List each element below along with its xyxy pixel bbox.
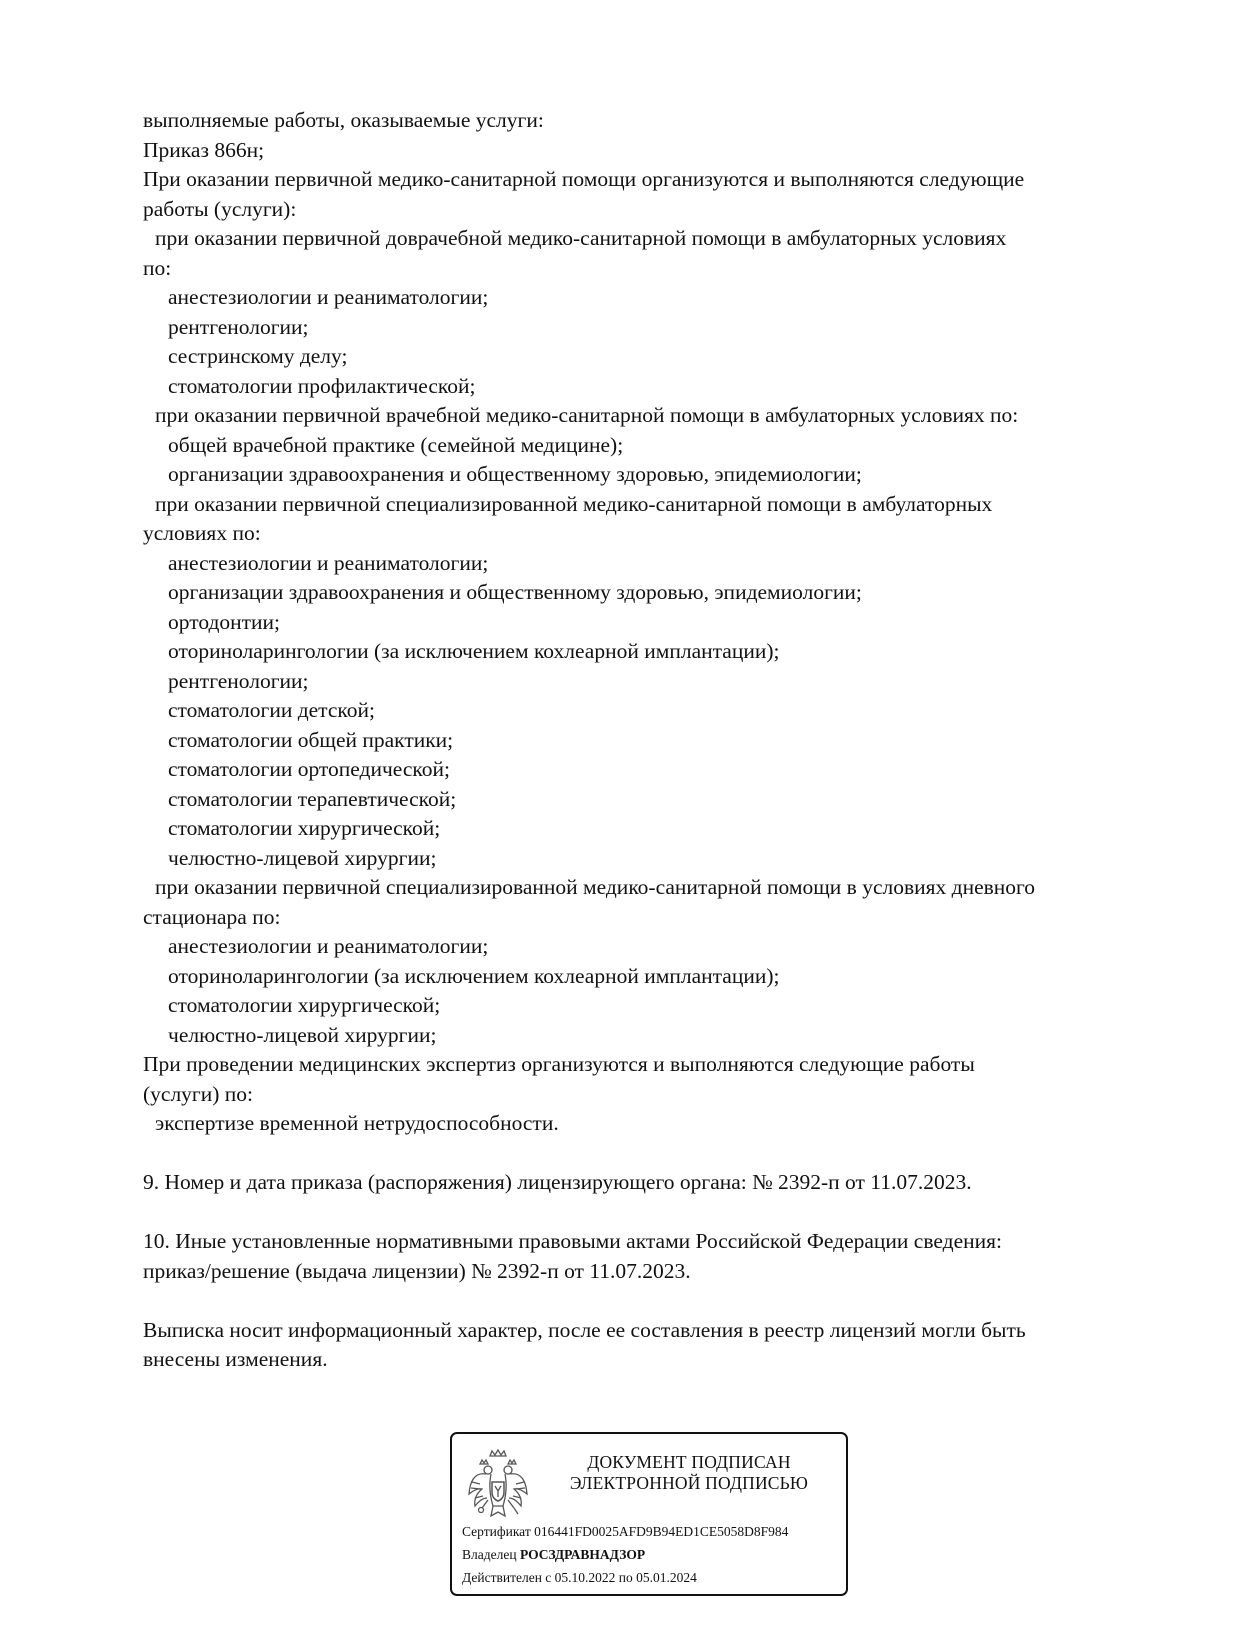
- text-line: при оказании первичной врачебной медико-санитарной помощи в амбулаторных условиях по:: [155, 403, 1019, 427]
- text-line: при оказании первичной специализированной медико-санитарной помощи в амбулаторных: [155, 491, 993, 516]
- text-line: условиях по:: [143, 521, 261, 545]
- list-item: стоматологии хирургической;: [168, 993, 441, 1017]
- list-item: организации здравоохранения и общественному здоровью, эпидемиологии;: [168, 580, 862, 604]
- text-line: Приказ 866н;: [143, 137, 265, 162]
- text-line: работы (услуги):: [143, 196, 297, 221]
- stamp-title-line: ЭЛЕКТРОННОЙ ПОДПИСЬЮ: [569, 1473, 809, 1493]
- section-10-continued: приказ/решение (выдача лицензии) № 2392-п от 11.07.2023.: [143, 1258, 691, 1283]
- spacer: [143, 1139, 1153, 1169]
- list-item: организации здравоохранения и общественному здоровью, эпидемиологии;: [168, 462, 862, 486]
- text-line: стационара по:: [143, 904, 281, 929]
- section-9: 9. Номер и дата приказа (распоряжения) лицензирующего органа: № 2392-п от 11.07.2023.: [143, 1170, 972, 1194]
- list-item: сестринскому делу;: [168, 344, 348, 368]
- stamp-title: [544, 1452, 834, 1494]
- text-line: При оказании первичной медико-санитарной помощи организуются и выполняются следующие: [143, 167, 1025, 191]
- list-item: челюстно-лицевой хирургии;: [168, 1022, 437, 1047]
- document-body: [143, 106, 1153, 1375]
- list-item: челюстно-лицевой хирургии;: [168, 845, 437, 870]
- list-item: стоматологии хирургической;: [168, 816, 441, 840]
- list-item: анестезиологии и реаниматологии;: [168, 285, 489, 309]
- list-item: экспертизе временной нетрудоспособности.: [155, 1111, 559, 1135]
- list-item: стоматологии детской;: [168, 698, 375, 722]
- text-line: (услуги) по:: [143, 1081, 254, 1106]
- text-line: при оказании первичной специализированной медико-санитарной помощи в условиях дневного: [155, 875, 1036, 899]
- list-item: рентгенологии;: [168, 668, 309, 693]
- spacer: [143, 1198, 1153, 1228]
- list-item: оториноларингологии (за исключением кохлеарной имплантации);: [168, 963, 780, 988]
- stamp-details: [462, 1520, 788, 1589]
- list-item: стоматологии ортопедической;: [168, 757, 451, 781]
- list-item: оториноларингологии (за исключением кохлеарной имплантации);: [168, 639, 780, 663]
- list-item: общей врачебной практике (семейной медицине);: [168, 432, 624, 457]
- text-line: при оказании первичной доврачебной медико-санитарной помощи в амбулаторных условиях: [155, 226, 1007, 250]
- electronic-signature-stamp: [450, 1432, 848, 1596]
- list-item: стоматологии профилактической;: [168, 373, 476, 398]
- text-line: При проведении медицинских экспертиз организуются и выполняются следующие работы: [143, 1052, 975, 1076]
- validity-period: Действителен с 05.10.2022 по 05.01.2024: [462, 1570, 697, 1585]
- section-10: 10. Иные установленные нормативными правовыми актами Российской Федерации сведения:: [143, 1229, 1002, 1253]
- owner-name: РОСЗДРАВНАДЗОР: [519, 1547, 646, 1562]
- text-line: по:: [143, 255, 172, 280]
- coat-of-arms-icon: [466, 1448, 530, 1526]
- list-item: стоматологии терапевтической;: [168, 786, 457, 811]
- list-item: стоматологии общей практики;: [168, 727, 454, 752]
- list-item: анестезиологии и реаниматологии;: [168, 934, 489, 958]
- list-item: рентгенологии;: [168, 314, 309, 339]
- disclaimer: Выписка носит информационный характер, после ее составления в реестр лицензий могли быть: [143, 1317, 1026, 1342]
- stamp-title-line: ДОКУМЕНТ ПОДПИСАН: [587, 1452, 791, 1472]
- list-item: анестезиологии и реаниматологии;: [168, 550, 489, 575]
- certificate-number: Сертификат 016441FD0025AFD9B94ED1CE5058D8F984: [462, 1524, 789, 1539]
- owner-label: Владелец: [462, 1547, 520, 1562]
- list-item: ортодонтии;: [168, 609, 281, 634]
- text-line: выполняемые работы, оказываемые услуги:: [143, 108, 544, 132]
- owner-row: [462, 1543, 788, 1566]
- spacer: [143, 1286, 1153, 1316]
- disclaimer-continued: внесены изменения.: [143, 1347, 328, 1371]
